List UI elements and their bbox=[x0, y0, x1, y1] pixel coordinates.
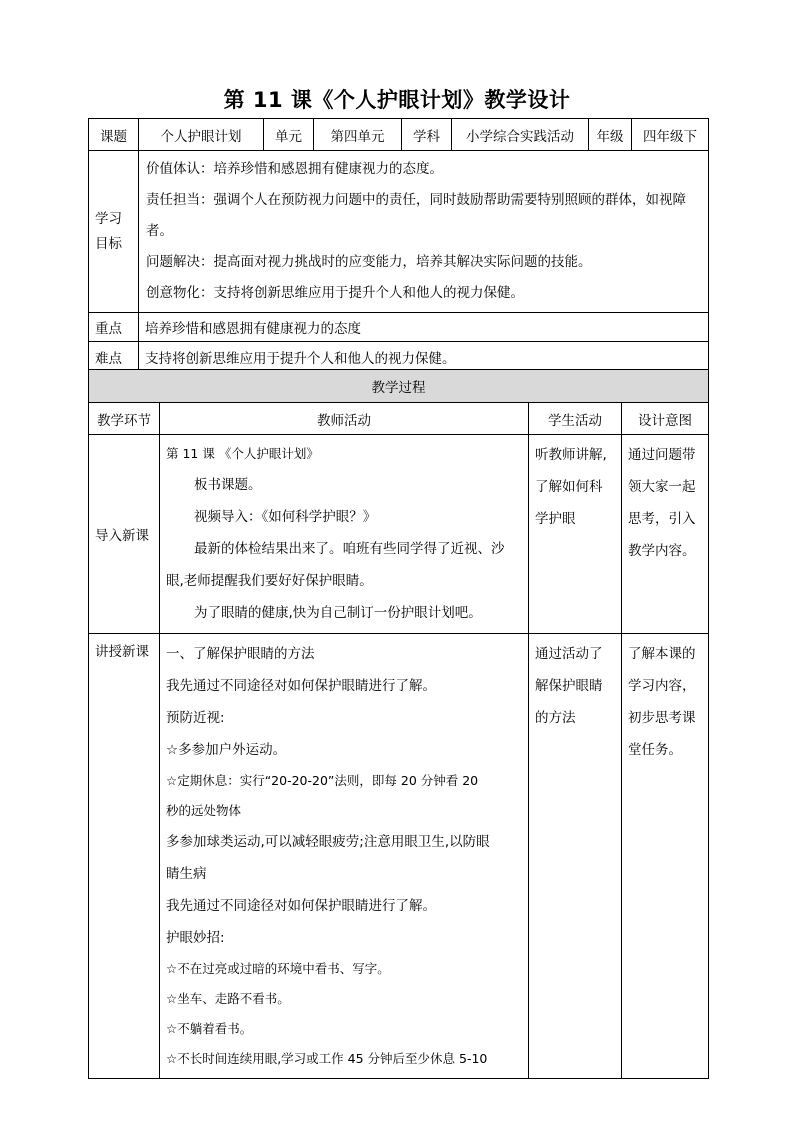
objective-item: 价值体认：培养珍惜和感恩拥有健康视力的态度。 bbox=[146, 161, 443, 177]
teacher-line: 我先通过不同途径对如何保护眼睛进行了解。 bbox=[166, 678, 436, 694]
page-title: 第 11 课《个人护眼计划》教学设计 bbox=[223, 88, 571, 112]
key-point-value: 培养珍惜和感恩拥有健康视力的态度 bbox=[139, 313, 709, 342]
intent-line: 堂任务。 bbox=[628, 742, 682, 758]
intro-stage: 导入新课 bbox=[89, 435, 160, 634]
teacher-line: 为了眼睛的健康,快为自己制订一份护眼计划吧。 bbox=[194, 605, 482, 621]
subject-value: 小学综合实践活动 bbox=[452, 119, 589, 151]
objectives-label-line2: 目标 bbox=[95, 235, 122, 252]
intro-student-activity bbox=[529, 435, 622, 634]
student-line: 了解如何科 bbox=[535, 479, 603, 495]
objectives-content bbox=[139, 151, 709, 313]
teacher-line: ☆不躺着看书。 bbox=[166, 1021, 253, 1036]
teacher-line: 视频导入：《如何科学护眼？》 bbox=[194, 509, 377, 525]
new-lesson-teacher-activity bbox=[160, 634, 529, 1079]
difficulty-label: 难点 bbox=[89, 342, 139, 373]
intro-teacher-activity bbox=[160, 435, 529, 634]
col-intent-header: 设计意图 bbox=[622, 403, 709, 435]
intent-line: 通过问题带 bbox=[628, 447, 696, 463]
intent-line: 初步思考课 bbox=[628, 710, 696, 726]
student-line: 听教师讲解, bbox=[535, 447, 607, 463]
teacher-line: 多参加球类运动,可以减轻眼疲劳;注意用眼卫生,以防眼 bbox=[166, 834, 490, 850]
col-teacher-header: 教师活动 bbox=[160, 403, 529, 435]
teacher-line: 眼,老师提醒我们要好好保护眼睛。 bbox=[166, 573, 373, 589]
objective-item: 问题解决：提高面对视力挑战时的应变能力，培养其解决实际问题的技能。 bbox=[146, 254, 592, 270]
teacher-line: ☆不长时间连续用眼,学习或工作 45 分钟后至少休息 5-10 bbox=[166, 1051, 488, 1066]
lesson-value: 个人护眼计划 bbox=[139, 119, 264, 151]
objective-item: 者。 bbox=[146, 223, 173, 239]
teacher-line: 我先通过不同途径对如何保护眼睛进行了解。 bbox=[166, 898, 436, 914]
grade-label: 年级 bbox=[589, 119, 632, 151]
unit-value: 第四单元 bbox=[314, 119, 402, 151]
teacher-line: 一、了解保护眼睛的方法 bbox=[166, 646, 315, 662]
intent-line: 学习内容， bbox=[628, 678, 696, 694]
intent-line: 了解本课的 bbox=[628, 646, 696, 662]
objectives-label bbox=[89, 151, 139, 313]
teacher-line: ☆多参加户外运动。 bbox=[166, 742, 287, 758]
student-line: 通过活动了 bbox=[535, 646, 603, 662]
teacher-line: 板书课题。 bbox=[194, 477, 262, 493]
teacher-line: 秒的远处物体 bbox=[166, 803, 242, 818]
objective-item: 责任担当：强调个人在预防视力问题中的责任，同时鼓励帮助需要特别照顾的群体，如视障 bbox=[146, 192, 686, 208]
lesson-label: 课题 bbox=[89, 119, 139, 151]
process-table bbox=[88, 369, 709, 1079]
info-table bbox=[88, 118, 709, 373]
teacher-line: 睛生病 bbox=[166, 866, 207, 882]
teacher-line: 最新的体检结果出来了。咱班有些同学得了近视、沙 bbox=[194, 541, 505, 557]
unit-label: 单元 bbox=[264, 119, 314, 151]
objectives-label-line1: 学习 bbox=[95, 210, 122, 227]
new-lesson-student-activity bbox=[529, 634, 622, 1079]
student-line: 学护眼 bbox=[535, 511, 576, 527]
student-line: 的方法 bbox=[535, 710, 576, 726]
teacher-line: 护眼妙招: bbox=[166, 930, 225, 946]
teacher-line: ☆不在过亮或过暗的环境中看书、写字。 bbox=[166, 961, 390, 976]
teacher-line: 预防近视: bbox=[166, 710, 225, 726]
new-lesson-stage: 讲授新课 bbox=[89, 634, 160, 1079]
new-lesson-design-intent bbox=[622, 634, 709, 1079]
objective-item: 创意物化：支持将创新思维应用于提升个人和他人的视力保健。 bbox=[146, 285, 524, 301]
intent-line: 教学内容。 bbox=[628, 543, 696, 559]
subject-label: 学科 bbox=[402, 119, 452, 151]
student-line: 解保护眼睛 bbox=[535, 678, 603, 694]
teacher-line: ☆定期休息：实行“20-20-20”法则，即每 20 分钟看 20 bbox=[166, 773, 479, 788]
teacher-line: ☆坐车、走路不看书。 bbox=[166, 991, 290, 1006]
difficulty-value: 支持将创新思维应用于提升个人和他人的视力保健。 bbox=[139, 342, 709, 373]
col-stage-header: 教学环节 bbox=[89, 403, 160, 435]
col-student-header: 学生活动 bbox=[529, 403, 622, 435]
grade-value: 四年级下 bbox=[632, 119, 709, 151]
key-point-label: 重点 bbox=[89, 313, 139, 342]
intent-line: 领大家一起 bbox=[628, 479, 696, 495]
teacher-line: 第 11 课 《个人护眼计划》 bbox=[166, 446, 319, 461]
intro-design-intent bbox=[622, 435, 709, 634]
process-header: 教学过程 bbox=[89, 370, 709, 403]
intent-line: 思考，引入 bbox=[628, 511, 696, 527]
